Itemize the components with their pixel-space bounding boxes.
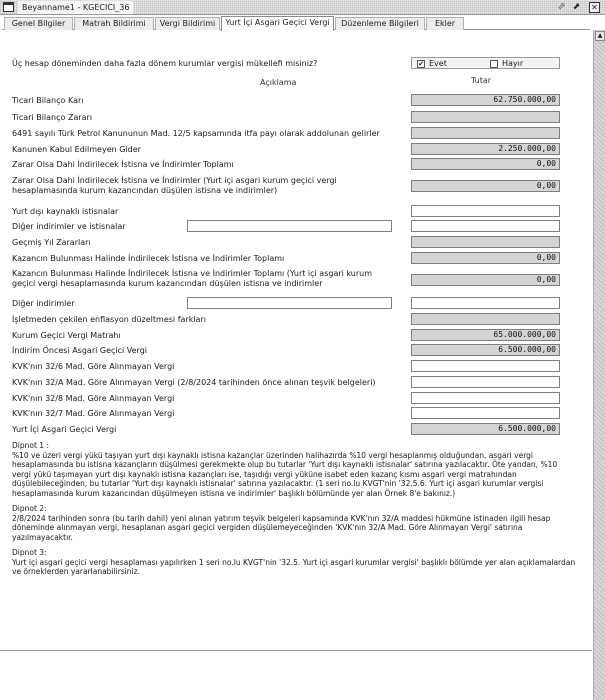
- row-label: İşletmeden çekilen enflasyon düzeltmesi farkları: [12, 315, 206, 324]
- row-value: [411, 313, 560, 325]
- tab-matrah-bildirimi[interactable]: Matrah Bildirimi: [74, 17, 154, 30]
- row-label: 6491 sayılı Türk Petrol Kanununun Mad. 12/5 kapsamında itfa payı olarak addolunan gelirler: [12, 129, 380, 138]
- header-aciklama: Açıklama: [260, 78, 297, 87]
- restore-icon[interactable]: ⬀: [557, 2, 566, 12]
- tab-bar: [2, 17, 590, 30]
- row-input[interactable]: [411, 297, 560, 309]
- row-value: 0,00: [411, 274, 560, 286]
- tab-genel-bilgiler[interactable]: Genel Bilgiler: [4, 17, 73, 30]
- row-label: Ticari Bilanço Karı: [12, 96, 84, 105]
- row-label: Kanunen Kabul Edilmeyen Gider: [12, 145, 141, 154]
- diger-indirimler-detay-input[interactable]: [187, 297, 392, 309]
- tab-yurt-ici-asgari-gecici-vergi[interactable]: Yurt İçi Asgari Geçici Vergi: [221, 16, 334, 31]
- scroll-up-icon[interactable]: ▲: [595, 31, 605, 41]
- footnote-title: Dipnot 3:: [12, 548, 47, 557]
- row-label: Yurt İçi Asgari Geçici Vergi: [12, 425, 117, 434]
- footnote-text: %10 ve üzeri vergi yükü taşıyan yurt dışı kaynaklı istisna kazançlar üzerinden halihazırda %10 vergi hesaplanmış olduğundan, asgari vergi hesaplamasında bu istisna kazançların düşülmesi gerekmekte olup bu tutarlar 'Yurt dışı kaynaklı istisnalar' satırına yazılacaktır. Öte yandan, %10 vergi yükü taşımayan yurt dışı kaynaklı istisna kazançları ise, taşıdığı vergi yüküne isabet eden kazanç kısmı asgari vergi matrahından düşülebileceğinden, bu tutarlar 'Yurt dışı kaynaklı istisnalar' satırına yazılacaktır. (1 seri no.lu KVGT'nin '32.5.6. Yurt içi asgari kurumlar vergisi hesaplamasında kurum kazancından düşülmeyen istisna ve indirimler' başlıklı bölümünde yer alan Örnek 8'e bakınız.): [12, 450, 558, 498]
- row-label: Kazancın Bulunması Halinde İndirilecek İstisna ve İndirimler Toplamı (Yurt içi asgari kurum geçici vergi hesaplamasında kurum kazancından düşülen istisna ve indirimler: [12, 269, 373, 288]
- window-titlebar[interactable]: [0, 0, 605, 15]
- window-icon: [3, 2, 14, 12]
- form-content: [0, 30, 592, 700]
- row-label: KVK'nın 32/7 Mad. Göre Alınmayan Vergi: [12, 409, 175, 418]
- tab-duzenleme-bilgileri[interactable]: Düzenleme Bilgileri: [335, 17, 425, 30]
- row-value: [411, 236, 560, 248]
- row-label: KVK'nın 32/6 Mad. Göre Alınmayan Vergi: [12, 362, 175, 371]
- row-label: KVK'nın 32/A Mad. Göre Alınmayan Vergi (2/8/2024 tarihinden önce alınan teşvik belgeleri): [12, 378, 376, 387]
- window-title: Beyanname1 - KGECICI_36: [18, 1, 133, 14]
- row-input[interactable]: [411, 220, 560, 232]
- row-input[interactable]: [411, 205, 560, 217]
- row-value: [411, 111, 560, 123]
- maximize-icon[interactable]: ⬈: [572, 2, 581, 12]
- row-value: 65.000.000,00: [411, 329, 560, 341]
- row-label: Geçmiş Yıl Zararları: [12, 238, 91, 247]
- row-value: 0,00: [411, 252, 560, 264]
- row-label: Zarar Olsa Dahi İndirilecek İstisna ve İndirimler (Yurt içi asgari kurum geçici vergi hesaplamasında kurum kazancından düşülen istisna ve indirimler): [12, 176, 337, 195]
- row-label: Kazancın Bulunması Halinde İndirilecek İstisna ve İndirimler Toplamı: [12, 254, 285, 263]
- close-icon[interactable]: ✕: [589, 2, 600, 13]
- row-label: Zarar Olsa Dahi İndirilecek İstisna ve İndirimler Toplamı: [12, 160, 234, 169]
- row-label: Diğer indirimler: [12, 299, 75, 308]
- footnote-2: [12, 504, 577, 542]
- row-value: 2.250.000,00: [411, 143, 560, 155]
- footnote-3: [12, 548, 577, 577]
- question-options: [411, 57, 560, 69]
- tab-ekler[interactable]: Ekler: [426, 17, 464, 30]
- footnote-text: Yurt içi asgari geçici vergi hesaplaması yapılırken 1 seri no.lu KVGT'nin '32.5. Yurt içi asgari kurumlar vergisi' başlıklı bölümde yer alan açıklamalardan ve örneklerden yararlanabilirsiniz.: [12, 557, 576, 576]
- row-value: 0,00: [411, 180, 560, 192]
- divider: [0, 650, 592, 651]
- row-value: 0,00: [411, 158, 560, 170]
- row-value: [411, 127, 560, 139]
- footnote-text: 2/8/2024 tarihinden sonra (bu tarih dahil) yeni alınan yatırım teşvik belgeleri kapsamında KVK'nın 32/A maddesi hükmüne istinaden ilgili hesap döneminde alınmayan vergi, hesaplanan asgari geçici vergiden düşülemeyeceğinden 'KVK'nın 32/A Mad. Göre Alınmayan Vergi' satırına yazılmayacaktır.: [12, 513, 551, 542]
- row-input[interactable]: [411, 360, 560, 372]
- tab-vergi-bildirimi[interactable]: Vergi Bildirimi: [155, 17, 220, 30]
- row-label: Ticari Bilanço Zararı: [12, 113, 93, 122]
- header-tutar: Tutar: [471, 76, 492, 85]
- row-input[interactable]: [411, 407, 560, 419]
- row-input[interactable]: [411, 392, 560, 404]
- footnote-title: Dipnot 1 :: [12, 441, 49, 450]
- row-label: İndirim Öncesi Asgari Geçici Vergi: [12, 346, 148, 355]
- row-value: 62.750.000,00: [411, 94, 560, 106]
- evet-checkbox[interactable]: ✔: [418, 60, 424, 68]
- question-label: Üç hesap döneminden daha fazla dönem kurumlar vergisi mükellefi misiniz?: [12, 59, 318, 68]
- row-label: KVK'nın 32/8 Mad. Göre Alınmayan Vergi: [12, 394, 175, 403]
- footnotes: [12, 441, 577, 583]
- vertical-scrollbar[interactable]: [593, 30, 605, 700]
- diger-indirimler-aciklama-input[interactable]: [187, 220, 392, 232]
- footnote-1: [12, 441, 577, 498]
- hayir-checkbox[interactable]: [490, 60, 498, 68]
- row-label: Diğer indirimler ve istisnalar: [12, 222, 126, 231]
- row-value: 6.500.000,00: [411, 344, 560, 356]
- hayir-label: Hayır: [502, 59, 524, 68]
- row-label: Yurt dışı kaynaklı istisnalar: [12, 207, 119, 216]
- row-value: 6.500.000,00: [411, 423, 560, 435]
- row-input[interactable]: [411, 376, 560, 388]
- evet-label: Evet: [429, 59, 447, 68]
- row-label: Kurum Geçici Vergi Matrahı: [12, 331, 121, 340]
- footnote-title: Dipnot 2:: [12, 504, 47, 513]
